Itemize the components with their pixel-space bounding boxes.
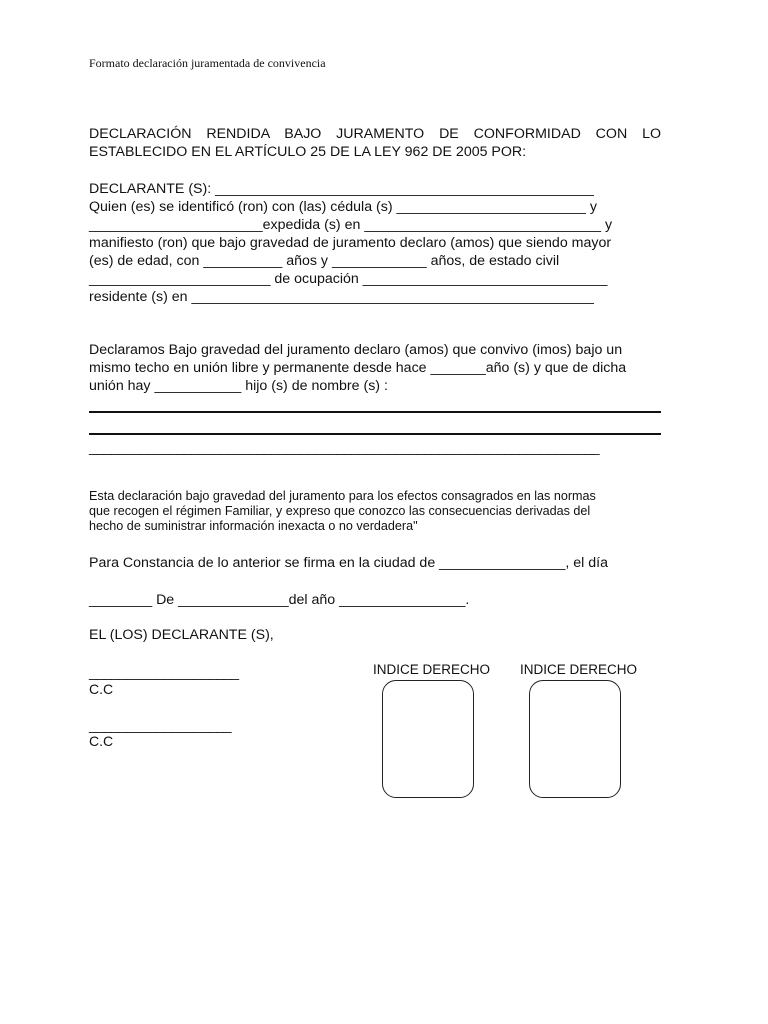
- signature-cc-2: C.C: [89, 733, 114, 749]
- declarant-line-6: _______________________ de ocupación _______________________________: [89, 271, 608, 287]
- legal-note: [89, 489, 661, 534]
- cohabitation-line-1: Declaramos Bajo gravedad del juramento declaro (amos) que convivo (imos) bajo un: [89, 342, 623, 358]
- fingerprint-label-2: INDICE DERECHO: [520, 662, 638, 677]
- declarant-line-5: (es) de edad, con __________ años y ____________ años, de estado civil: [89, 253, 560, 269]
- fingerprint-label-1: INDICE DERECHO: [373, 662, 491, 677]
- children-names-line-3: ______________________________________________________________________: [89, 439, 600, 455]
- declarant-line-4: manifiesto (ron) que bajo gravedad de juramento declaro (amos) que siendo mayor: [89, 235, 612, 251]
- signature-line-2: ___________________: [89, 717, 232, 733]
- signature-cc-1: C.C: [89, 681, 114, 697]
- declarant-line-3: ______________________expedida (s) en ______________________________ y: [89, 217, 613, 233]
- fingerprint-box-1: [382, 680, 474, 798]
- note-line-3: hecho de suministrar información inexacta o no verdadera": [89, 519, 418, 533]
- form-title: Formato declaración juramentada de convivencia: [89, 56, 326, 70]
- cohabitation-line-3: unión hay ___________ hijo (s) de nombre (s) :: [89, 378, 388, 394]
- note-line-2: que recogen el régimen Familiar, y expreso que conozco las consecuencias derivadas del: [89, 504, 591, 518]
- children-names-line-1: [89, 411, 661, 413]
- declarants-label: EL (LOS) DECLARANTE (S),: [89, 627, 274, 643]
- heading: [89, 125, 661, 161]
- declarant-block: [89, 180, 661, 306]
- declarant-line-2: Quien (es) se identificó (ron) con (las) cédula (s) ________________________ y: [89, 199, 597, 215]
- heading-line-1: DECLARACIÓN RENDIDA BAJO JURAMENTO DE CONFORMIDAD CON LO: [89, 126, 661, 142]
- date-line: ________ De ______________del año ________________.: [89, 592, 470, 608]
- children-names-line-2: [89, 433, 661, 435]
- cohabitation-block: [89, 341, 661, 395]
- signature-line-1: ____________________: [89, 664, 239, 680]
- note-line-1: Esta declaración bajo gravedad del juramento para los efectos consagrados en las normas: [89, 489, 596, 503]
- city-line: Para Constancia de lo anterior se firma en la ciudad de ________________, el día: [89, 555, 608, 571]
- cohabitation-line-2: mismo techo en unión libre y permanente desde hace _______año (s) y que de dicha: [89, 360, 627, 376]
- heading-line-2: ESTABLECIDO EN EL ARTÍCULO 25 DE LA LEY 962 DE 2005 POR:: [89, 144, 527, 160]
- declarant-line-1: DECLARANTE (S): ________________________________________________: [89, 181, 594, 197]
- fingerprint-box-2: [529, 680, 621, 798]
- declarant-line-7: residente (s) en ___________________________________________________: [89, 289, 594, 305]
